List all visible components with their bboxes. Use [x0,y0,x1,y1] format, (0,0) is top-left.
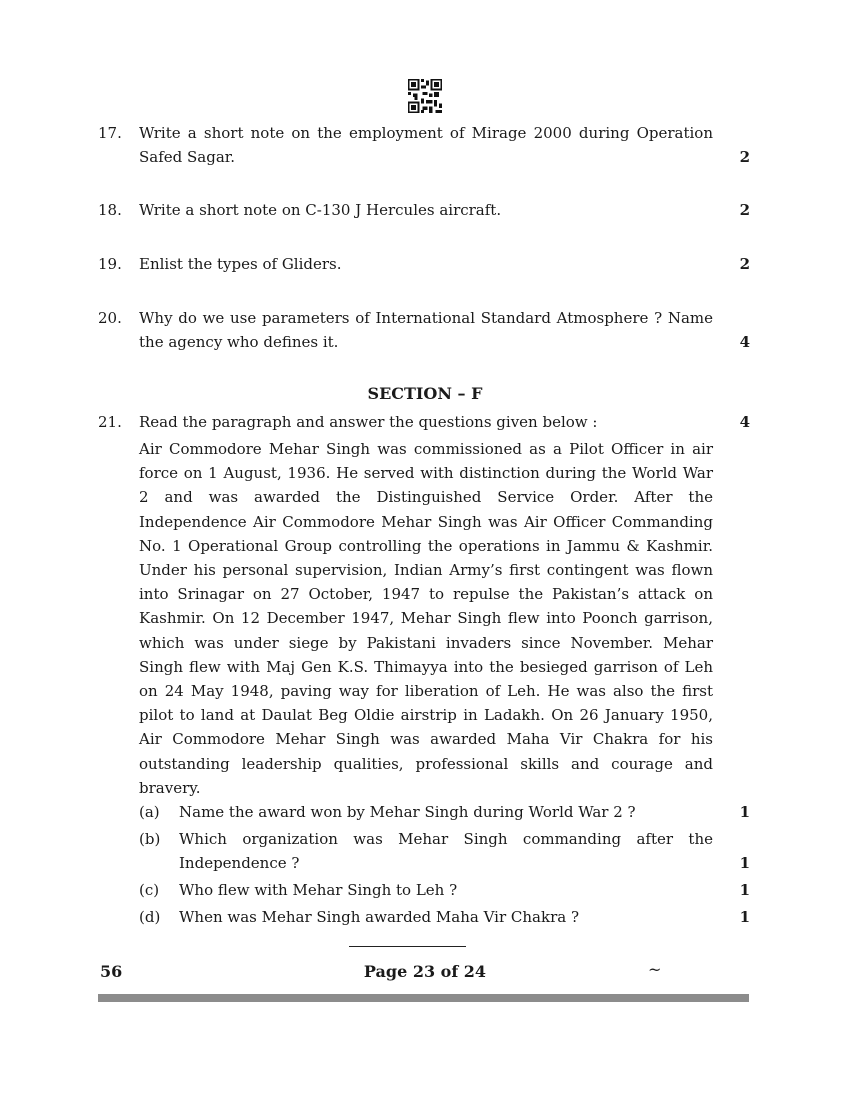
question-19 [98,252,750,276]
sub-question-a [139,800,750,824]
question-number: 18. [98,201,122,219]
question-21 [98,410,750,434]
question-marks: 4 [739,333,750,351]
question-number: 19. [98,255,122,273]
footer-symbol: ~ [648,960,662,979]
end-of-paper-rule [349,946,466,947]
question-number: 20. [98,309,122,327]
sub-question-marks: 1 [739,803,750,821]
question-text: Enlist the types of Gliders. [139,255,342,273]
question-17 [98,121,750,169]
section-heading: SECTION – F [367,384,483,403]
case-study-paragraph: Air Commodore Mehar Singh was commissioned as a Pilot Officer in air force on 1 August, 1936. He served with distinction during the World War 2 and was awarded the Distinguished Service Order. After the Independence Air Commodore Mehar Singh was Air Officer Commanding No. 1 Operational Group controlling the operations in Jammu & Kashmir. Under his personal supervision, Indian Army’s first contingent was flown into Srinagar on 27 October, 1947 to repulse the Pakistan’s attack on Kashmir. On 12 December 1947, Mehar Singh flew into Poonch garrison, which was under siege by Pakistani invaders since November. Mehar Singh flew with Maj Gen K.S. Thimayya into the besieged garrison of Leh on 24 May 1948, paving way for liberation of Leh. He was also the first pilot to land at Daulat Beg Oldie airstrip in Ladakh. On 26 January 1950, Air Commodore Mehar Singh was awarded Maha Vir Chakra for his outstanding leadership qualities, professional skills and courage and bravery. [139,440,713,797]
sub-question-d [139,905,750,929]
sub-question-text: Name the award won by Mehar Singh during World War 2 ? [179,803,636,821]
sub-question-label: (a) [139,803,160,821]
sub-question-text: Which organization was Mehar Singh commanding after the Independence ? [179,830,713,872]
question-marks: 2 [739,148,750,166]
sub-question-marks: 1 [739,854,750,872]
question-text: Why do we use parameters of International Standard Atmosphere ? Name the agency who defines it. [139,309,713,351]
question-marks: 4 [739,413,750,431]
sub-question-c [139,878,750,902]
question-number: 17. [98,124,122,142]
sub-question-label: (b) [139,830,161,848]
sub-question-label: (d) [139,908,161,926]
question-marks: 2 [739,201,750,219]
sub-question-text: When was Mehar Singh awarded Maha Vir Chakra ? [179,908,579,926]
question-18 [98,198,750,222]
sub-question-text: Who flew with Mehar Singh to Leh ? [179,881,458,899]
sub-question-marks: 1 [739,881,750,899]
footer-bar [98,994,749,1002]
question-text: Write a short note on C-130 J Hercules aircraft. [139,201,502,219]
sub-question-b [139,827,750,875]
question-20 [98,306,750,354]
sub-question-marks: 1 [739,908,750,926]
paper-code: 56 [100,962,123,981]
question-prompt: Read the paragraph and answer the questions given below : [139,413,598,431]
qr-code-icon [408,79,442,113]
sub-question-label: (c) [139,881,160,899]
question-marks: 2 [739,255,750,273]
page-number: Page 23 of 24 [363,962,487,981]
question-number: 21. [98,413,122,431]
question-text: Write a short note on the employment of Mirage 2000 during Operation Safed Sagar. [139,124,713,166]
